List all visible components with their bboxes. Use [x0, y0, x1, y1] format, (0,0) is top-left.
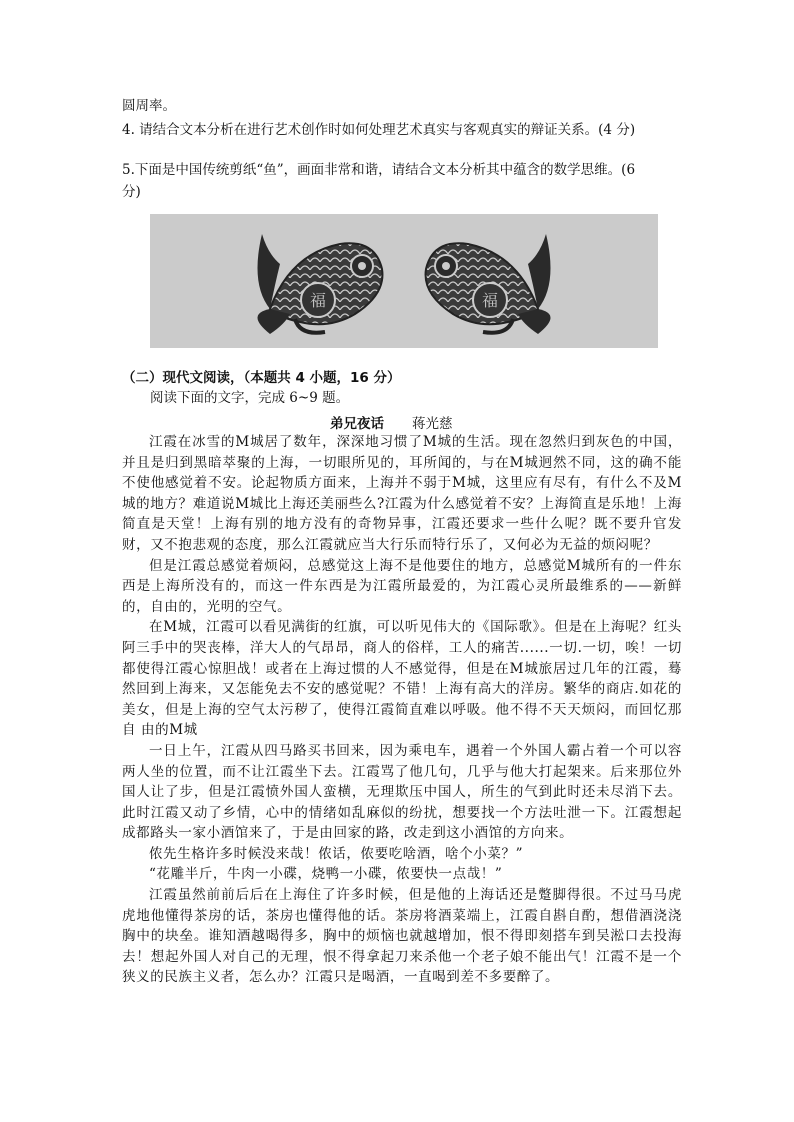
right-fish-char: 福	[481, 291, 499, 310]
section-instruction: 阅读下面的文字，完成 6~9 题。	[150, 390, 350, 406]
paragraph: 侬先生格许多时候没来哉！侬话，侬要吃啥酒，啥个小菜？”	[149, 845, 524, 862]
article-title-row	[330, 412, 453, 432]
right-fish	[426, 234, 551, 334]
left-fish-char: 福	[309, 291, 327, 310]
paper-cut-fish-icon	[150, 214, 658, 348]
article-author: 蒋光慈	[412, 416, 453, 432]
question-4: 4. 请结合文本分析在进行艺术创作时如何处理艺术真实与客观真实的辩证关系。(4 分)	[122, 122, 636, 138]
paragraph: 但是江霞总感觉着烦闷，总感觉这上海不是他要住的地方，总感觉M城所有的一件东西是上海所没有的，而这一件东西是为江霞所最爱的，为江霞心灵所最维系的——新鲜的，自由的，光明的空气。	[122, 557, 682, 615]
left-fish	[258, 234, 383, 334]
paragraph: 在M城，江霞可以看见满街的红旗，可以听见伟大的《国际歌》。但是在上海呢？红头阿三手中的哭丧棒，洋大人的气昂昂，商人的俗样，工人的痛苦......一切.一切，唉！一切都使得江霞心惊胆战！或者在上海过惯的人不感觉得，但是在M城旅居过几年的江霞，蓦然回到上海来，又怎能免去不安的感觉呢？不错！上海有高大的洋房。繁华的商店.如花的美女，但是上海的空气太污秽了，使得江霞简直难以呼吸。他不得不天天烦闷，而回忆那自 由的M城	[122, 619, 682, 739]
question-5-line1: 5.下面是中国传统剪纸“鱼”，画面非常和谐，请结合文本分析其中蕴含的数学思维。(6	[122, 162, 636, 178]
paragraph: “花雕半斤，牛肉一小碟，烧鸭一小碟，侬要快一点哉！”	[149, 866, 503, 883]
article-body	[122, 432, 682, 988]
paragraph: 一日上午，江霞从四马路买书回来，因为乘电车，遇着一个外国人霸占着一个可以容两人坐的位置，而不让江霞坐下去。江霞骂了他几句，几乎与他大打起架来。后来那位外国人让了步，但是江霞愤外国人蛮横，无理欺压中国人，所生的气到此时还未尽消下去。此时江霞又动了乡情，心中的情绪如乱麻似的纷扰，想要找一个方法吐泄一下。江霞想起成都路头一家小酒馆来了，于是由回家的路，改走到这小酒馆的方向来。	[122, 742, 682, 842]
paper-cut-fish-figure	[150, 214, 658, 348]
article-title: 弟兄夜话	[330, 416, 384, 432]
question-3-tail: 圆周率。	[122, 98, 176, 114]
paragraph: 江霞在冰雪的M城居了数年，深深地习惯了M城的生活。现在忽然归到灰色的中国，并且是归到黑暗萃聚的上海，一切眼所见的，耳所闻的，与在M城迥然不同，这的确不能不使他感觉着不安。论起物质方面来，上海并不弱于M城，这里应有尽有，有什么不及M城的地方？难道说M城比上海还美丽些么?江霞为什么感觉着不安？上海简直是乐地！上海简直是天堂！上海有别的地方没有的奇物异事，江霞还要求一些什么呢？既不要升官发财，又不抱悲观的态度，那么江霞就应当大行乐而特行乐了，又何必为无益的烦闷呢？	[122, 434, 682, 553]
paragraph: 江霞虽然前前后后在上海住了许多时候，但是他的上海话还是蹩脚得很。不过马马虎虎地他懂得茶房的话，茶房也懂得他的话。茶房将酒菜端上，江霞自斟自酌，想借酒浇浇胸中的块垒。谁知酒越喝得多，胸中的烦恼也就越增加，恨不得即刻搭车到吴淞口去投海去！想起外国人对自己的无理，恨不得拿起刀来杀他一个老子娘不能出气！江霞不是一个狭义的民族主义者，怎么办？江霞只是喝酒，一直喝到差不多要醉了。	[122, 887, 682, 986]
section-heading: （二）现代文阅读，（本题共 4 小题，16 分）	[122, 370, 401, 386]
question-5-line2: 分)	[122, 184, 141, 200]
